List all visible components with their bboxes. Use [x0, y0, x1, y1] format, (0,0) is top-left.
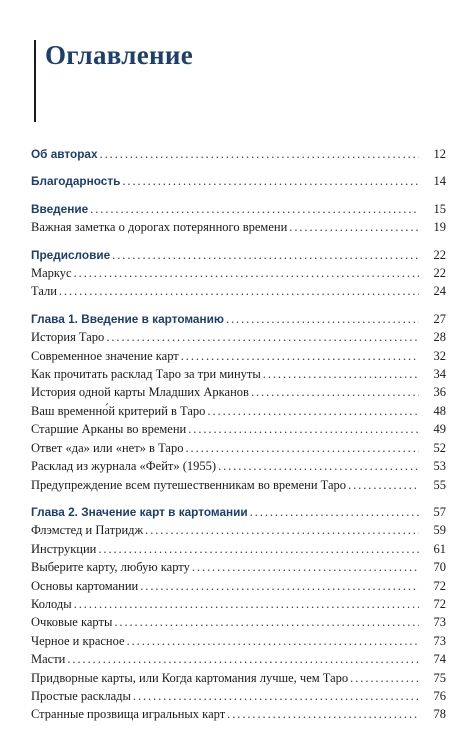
entry-title: История Таро — [31, 330, 105, 345]
entry-title: Тали — [31, 284, 57, 299]
page-number: 74 — [433, 652, 446, 667]
toc-entry[interactable] — [31, 420, 446, 438]
toc-entry[interactable] — [31, 264, 446, 282]
page-number: 73 — [433, 633, 446, 648]
page-number: 22 — [433, 247, 446, 262]
toc-entry[interactable] — [31, 383, 446, 401]
entry-title: Маркус — [31, 266, 72, 281]
toc-entry[interactable] — [31, 328, 446, 346]
toc-heading-entry[interactable] — [31, 200, 446, 218]
toc-heading-entry[interactable] — [31, 145, 446, 163]
dot-leader — [185, 439, 419, 457]
dot-leader — [98, 540, 419, 558]
toc-entry[interactable] — [31, 457, 446, 475]
page-number: 48 — [433, 403, 446, 418]
toc-entry[interactable] — [31, 347, 446, 365]
dot-leader — [67, 650, 419, 668]
toc-heading-entry[interactable] — [31, 246, 446, 264]
toc-entry[interactable] — [31, 650, 446, 668]
dot-leader — [59, 282, 419, 300]
entry-title: Расклад из журнала «Фейт» (1955) — [31, 459, 217, 474]
dot-leader — [251, 383, 419, 401]
toc-entry[interactable] — [31, 402, 446, 420]
toc-section — [31, 145, 446, 163]
dot-leader — [127, 632, 419, 650]
dot-leader — [207, 402, 419, 420]
toc-heading-entry[interactable] — [31, 172, 446, 190]
dot-leader — [106, 328, 419, 346]
page-number: 14 — [433, 174, 446, 189]
page-number: 36 — [433, 385, 446, 400]
entry-title: Колоды — [31, 596, 72, 611]
entry-title: Простые расклады — [31, 688, 131, 703]
dot-leader — [140, 577, 419, 595]
page-number: 34 — [433, 367, 446, 382]
page-number: 59 — [433, 523, 446, 538]
toc-entry[interactable] — [31, 705, 446, 723]
dot-leader — [181, 347, 419, 365]
entry-title: История одной карты Младших Арканов — [31, 385, 249, 400]
dot-leader — [350, 669, 419, 687]
page-number: 19 — [433, 220, 446, 235]
dot-leader — [250, 503, 419, 521]
page-number: 12 — [433, 147, 446, 161]
dot-leader — [122, 172, 419, 190]
page-number: 70 — [433, 560, 446, 575]
page-number: 73 — [433, 615, 446, 630]
entry-title: Основы картомании — [31, 578, 139, 593]
page-number: 28 — [433, 330, 446, 345]
page-number: 57 — [433, 504, 446, 519]
dot-leader — [145, 521, 419, 539]
page-number: 22 — [433, 266, 446, 281]
toc-section — [31, 310, 446, 494]
dot-leader — [112, 246, 419, 264]
dot-leader — [227, 705, 419, 723]
toc-entry[interactable] — [31, 687, 446, 705]
page-number: 75 — [433, 670, 446, 685]
entry-title: Инструкции — [31, 541, 97, 556]
dot-leader — [100, 145, 419, 163]
dot-leader — [289, 218, 419, 236]
entry-title: Как прочитать расклад Таро за три минуты — [31, 367, 261, 382]
page-number: 61 — [433, 541, 446, 556]
entry-title: Флэмстед и Патридж — [31, 523, 144, 538]
toc-section — [31, 246, 446, 301]
entry-title: Старшие Арканы во времени — [31, 422, 187, 437]
entry-title: Глава 2. Значение карт в картомании — [31, 504, 248, 519]
toc-entry[interactable] — [31, 540, 446, 558]
page-number: 76 — [433, 688, 446, 703]
dot-leader — [74, 264, 419, 282]
toc-section — [31, 503, 446, 724]
entry-title: Ваш временно́й критерий в Таро — [31, 403, 206, 418]
toc-entry[interactable] — [31, 218, 446, 236]
page-number: 53 — [433, 459, 446, 474]
page-number: 55 — [433, 477, 446, 492]
dot-leader — [90, 200, 419, 218]
entry-title: Предупреждение всем путешественникам во времени Таро — [31, 477, 347, 492]
toc-section — [31, 172, 446, 190]
table-of-contents — [31, 145, 446, 733]
dot-leader — [348, 476, 419, 494]
title-rule — [34, 40, 36, 122]
toc-entry[interactable] — [31, 595, 446, 613]
entry-title: Выберите карту, любую карту — [31, 560, 190, 575]
entry-title: Современное значение карт — [31, 348, 179, 363]
entry-title: Важная заметка о дорогах потерянного времени — [31, 220, 288, 235]
dot-leader — [226, 310, 419, 328]
dot-leader — [74, 595, 419, 613]
dot-leader — [133, 687, 419, 705]
dot-leader — [114, 613, 419, 631]
page-number: 49 — [433, 422, 446, 437]
toc-entry[interactable] — [31, 632, 446, 650]
entry-title: Черное и красное — [31, 633, 125, 648]
page-number: 78 — [433, 707, 446, 722]
toc-entry[interactable] — [31, 558, 446, 576]
toc-entry[interactable] — [31, 613, 446, 631]
entry-title: Придворные карты, или Когда картомания лучше, чем Таро — [31, 670, 349, 685]
entry-title: Масти — [31, 652, 66, 667]
entry-title: Об авторах — [31, 147, 98, 161]
entry-title: Ответ «да» или «нет» в Таро — [31, 440, 184, 455]
entry-title: Благодарность — [31, 174, 121, 189]
page-number: 15 — [433, 201, 446, 216]
toc-entry[interactable] — [31, 282, 446, 300]
toc-entry[interactable] — [31, 439, 446, 457]
dot-leader — [218, 457, 419, 475]
page-title: Оглавление — [45, 40, 193, 70]
toc-heading-entry[interactable] — [31, 310, 446, 328]
page-number: 24 — [433, 284, 446, 299]
toc-section — [31, 200, 446, 237]
dot-leader — [188, 420, 419, 438]
page-number: 72 — [433, 578, 446, 593]
toc-entry[interactable] — [31, 577, 446, 595]
entry-title: Введение — [31, 201, 89, 216]
page-number: 27 — [433, 311, 446, 326]
toc-heading-entry[interactable] — [31, 503, 446, 521]
dot-leader — [263, 365, 419, 383]
page-number: 32 — [433, 348, 446, 363]
entry-title: Странные прозвища игральных карт — [31, 707, 226, 722]
toc-entry[interactable] — [31, 669, 446, 687]
page-number: 72 — [433, 596, 446, 611]
page-number: 52 — [433, 440, 446, 455]
dot-leader — [192, 558, 419, 576]
toc-entry[interactable] — [31, 521, 446, 539]
entry-title: Предисловие — [31, 247, 111, 262]
entry-title: Глава 1. Введение в картоманию — [31, 311, 224, 326]
entry-title: Очковые карты — [31, 615, 113, 630]
toc-entry[interactable] — [31, 365, 446, 383]
toc-entry[interactable] — [31, 476, 446, 494]
